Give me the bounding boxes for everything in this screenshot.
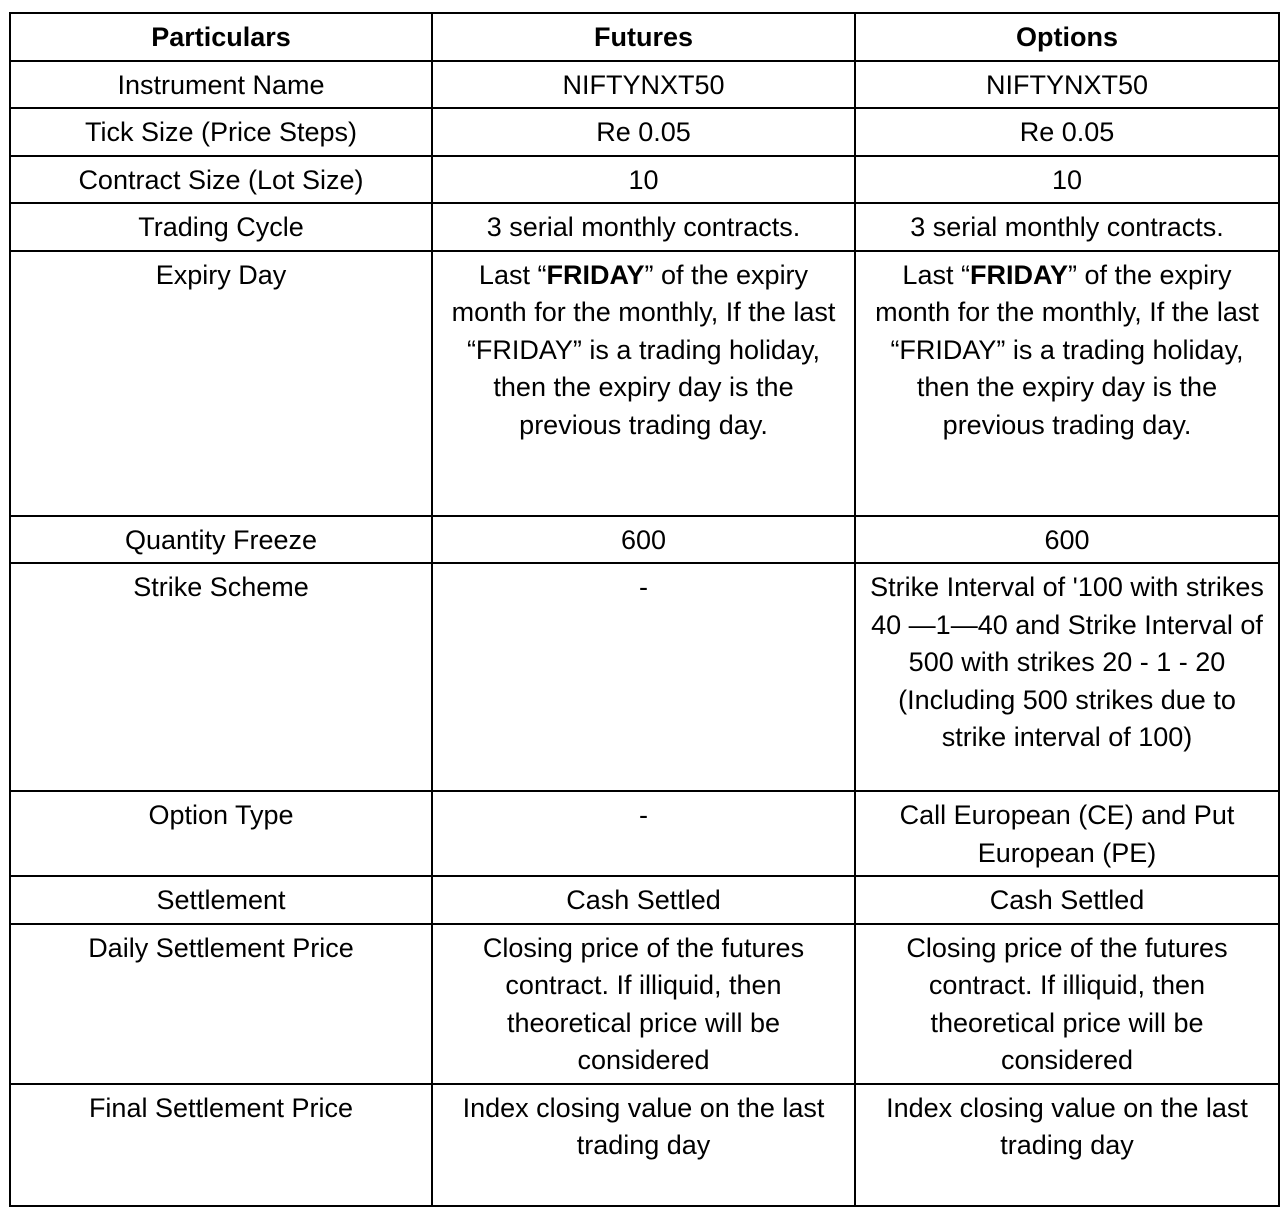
particular-cell: Quantity Freeze (10, 516, 432, 564)
particular-cell: Expiry Day (10, 251, 432, 516)
options-cell: Call European (CE) and Put European (PE) (855, 791, 1279, 876)
table-row-tick-size (10, 108, 1279, 156)
options-cell: Re 0.05 (855, 108, 1279, 156)
futures-cell: Cash Settled (432, 876, 855, 924)
header-futures: Futures (432, 13, 855, 61)
options-cell: 600 (855, 516, 1279, 564)
futures-cell: Closing price of the futures contract. If illiquid, then theoretical price will be considered (432, 924, 855, 1084)
particular-cell: Option Type (10, 791, 432, 876)
table-row-contract-size (10, 156, 1279, 204)
futures-cell: Index closing value on the last trading day (432, 1084, 855, 1206)
table-row-quantity-freeze (10, 516, 1279, 564)
header-options: Options (855, 13, 1279, 61)
table-row-trading-cycle (10, 203, 1279, 251)
table-row-daily-settlement-price (10, 924, 1279, 1084)
options-cell: Cash Settled (855, 876, 1279, 924)
futures-cell: 3 serial monthly contracts. (432, 203, 855, 251)
particular-cell: Strike Scheme (10, 563, 432, 791)
futures-cell: - (432, 791, 855, 876)
table-row-settlement (10, 876, 1279, 924)
header-particulars: Particulars (10, 13, 432, 61)
options-cell (855, 251, 1279, 516)
expiry-text-bold: FRIDAY (546, 259, 645, 290)
table-row-option-type (10, 791, 1279, 876)
futures-cell: 600 (432, 516, 855, 564)
expiry-text-prefix: Last “ (478, 259, 547, 290)
futures-cell: 10 (432, 156, 855, 204)
expiry-text-prefix: Last “ (902, 259, 970, 290)
expiry-text-suffix: ” of the expiry month for the monthly, If the last “FRIDAY” is a trading holiday, then the expiry day is the previous trading day. (875, 259, 1259, 440)
particular-cell: Contract Size (Lot Size) (10, 156, 432, 204)
particular-cell: Instrument Name (10, 61, 432, 109)
table-row-expiry-day (10, 251, 1279, 516)
options-cell: Strike Interval of '100 with strikes 40 —1—40 and Strike Interval of 500 with strikes 20 - 1 - 20 (Including 500 strikes due to strike interval of 100) (855, 563, 1279, 791)
particular-cell: Trading Cycle (10, 203, 432, 251)
particular-cell: Settlement (10, 876, 432, 924)
contract-specifications-table (9, 12, 1280, 1207)
options-cell: Closing price of the futures contract. If illiquid, then theoretical price will be considered (855, 924, 1279, 1084)
futures-cell: NIFTYNXT50 (432, 61, 855, 109)
particular-cell: Daily Settlement Price (10, 924, 432, 1084)
particular-cell: Tick Size (Price Steps) (10, 108, 432, 156)
table-row-instrument-name (10, 61, 1279, 109)
table-row-strike-scheme (10, 563, 1279, 791)
expiry-text-suffix: ” of the expiry month for the monthly, If the last “FRIDAY” is a trading holiday, then the expiry day is the previous trading day. (451, 259, 836, 440)
futures-cell: - (432, 563, 855, 791)
particular-cell: Final Settlement Price (10, 1084, 432, 1206)
options-cell: Index closing value on the last trading day (855, 1084, 1279, 1206)
futures-cell: Re 0.05 (432, 108, 855, 156)
options-cell: NIFTYNXT50 (855, 61, 1279, 109)
options-cell: 10 (855, 156, 1279, 204)
table-row-final-settlement-price (10, 1084, 1279, 1206)
futures-cell (432, 251, 855, 516)
options-cell: 3 serial monthly contracts. (855, 203, 1279, 251)
expiry-text-bold: FRIDAY (969, 259, 1068, 290)
table-header-row (10, 13, 1279, 61)
